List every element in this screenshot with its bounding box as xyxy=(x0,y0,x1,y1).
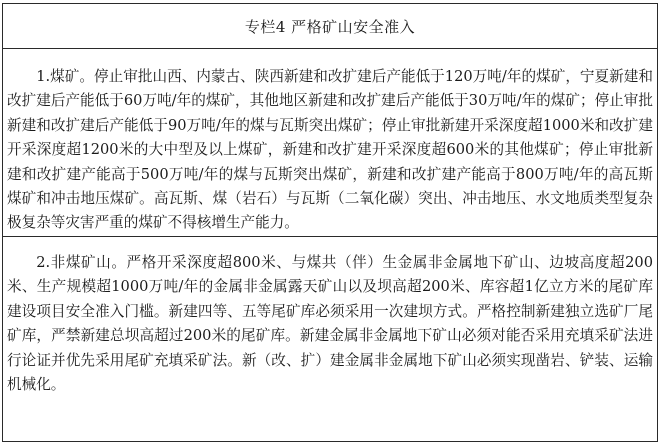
box-title: 专栏4 严格矿山安全准入 xyxy=(3,4,657,49)
section-coal-mines: 1.煤矿。停止审批山西、内蒙古、陕西新建和改扩建后产能低于120万吨/年的煤矿，宁夏新建和改扩建后产能低于60万吨/年的煤矿，其他地区新建和改扩建后产能低于30万吨/年的煤矿；停止审批新建和改扩建后产能低于90万吨/年的煤与瓦斯突出煤矿；停止审批新建开采深度超1000米和改扩建开采深度超1200米的大中型及以上煤矿，新建和改扩建开采深度超600米的其他煤矿；停止审批新建和改扩建产能高于500万吨/年的煤与瓦斯突出煤矿，新建和改扩建产能高于800万吨/年的高瓦斯煤矿和冲击地压煤矿。高瓦斯、煤（岩石）与瓦斯（二氧化碳）突出、冲击地压、水文地质类型复杂极复杂等灾害严重的煤矿不得核增生产能力。 xyxy=(3,49,657,237)
section-non-coal-mines: 2.非煤矿山。严格开采深度超800米、与煤共（伴）生金属非金属地下矿山、边坡高度超200米、生产规模超1000万吨/年的金属非金属露天矿山以及坝高超200米、库容超1亿立方米的尾矿库建设项目安全准入门槛。新建四等、五等尾矿库必须采用一次建坝方式。严格控制新建独立选矿厂尾矿库，严禁新建总坝高超过200米的尾矿库。新建金属非金属地下矿山必须对能否采用充填采矿法进行论证并优先采用尾矿充填采矿法。新（改、扩）建金属非金属地下矿山必须实现凿岩、铲装、运输机械化。 xyxy=(7,254,653,394)
policy-box xyxy=(2,3,658,442)
